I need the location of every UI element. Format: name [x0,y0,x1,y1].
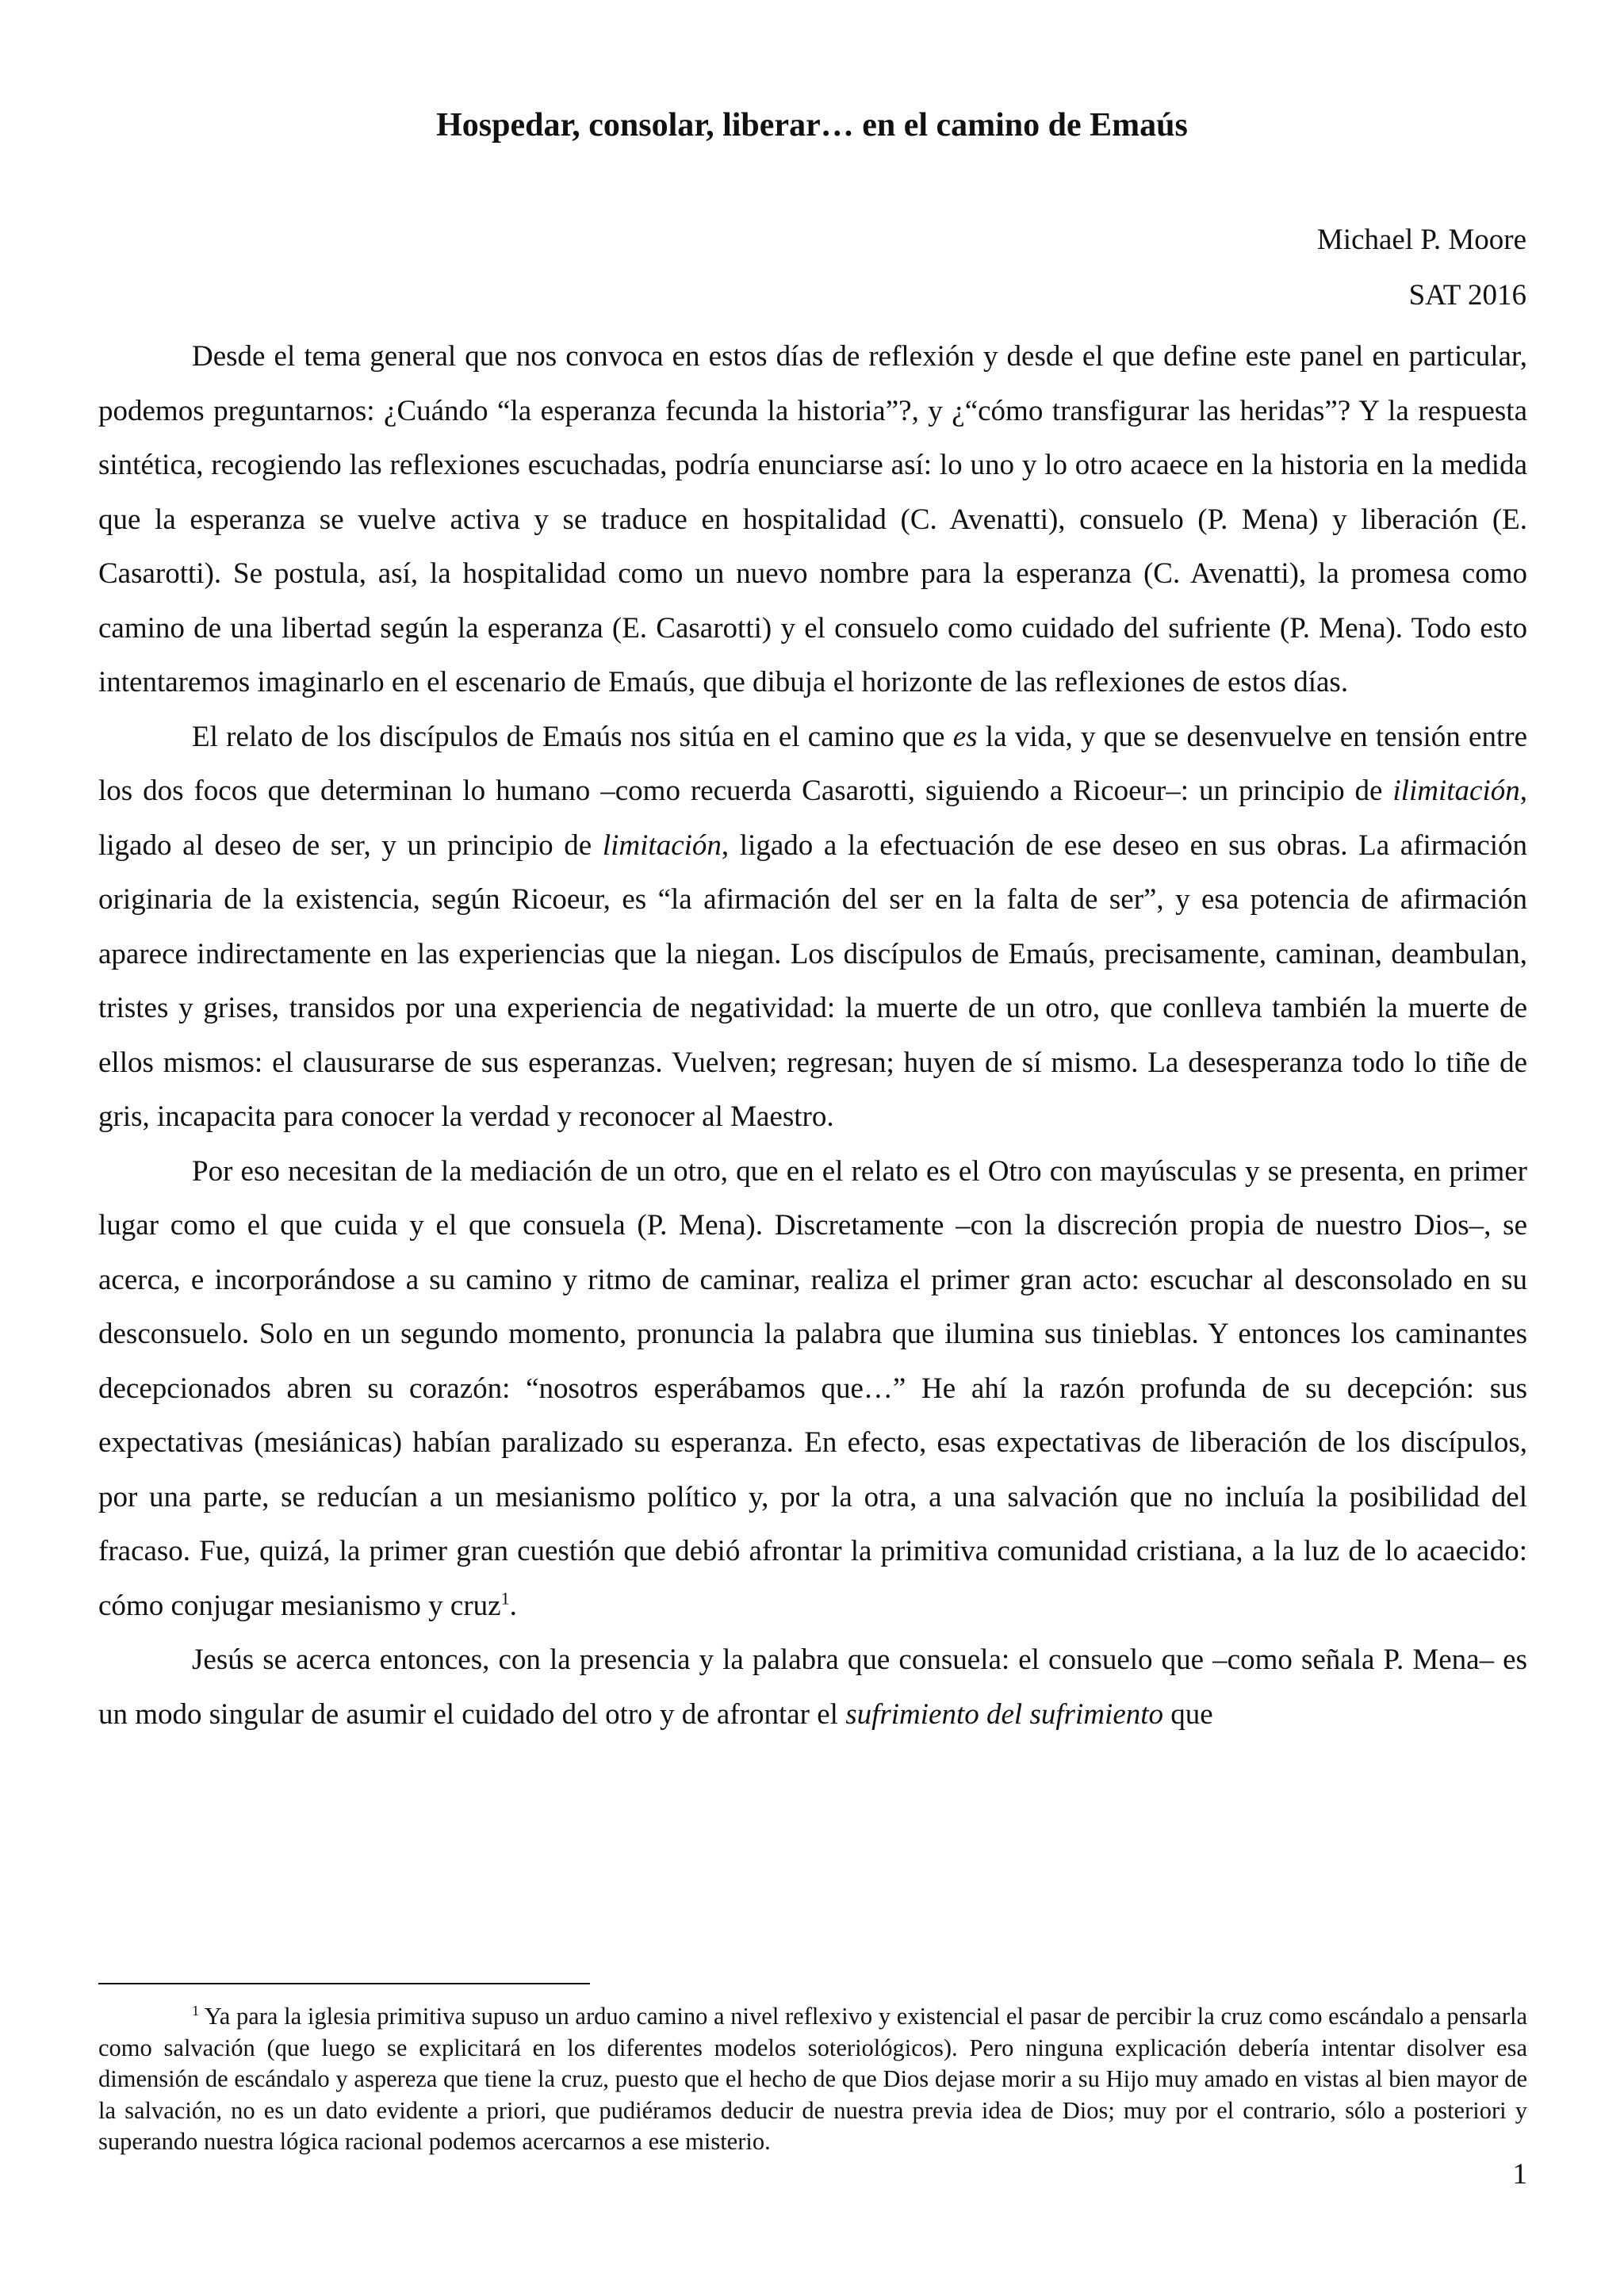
text-run: El relato de los discípulos de Emaús nos sitúa en el camino que [192,720,953,753]
body-paragraph [98,330,1527,710]
text-run: , ligado a la efectuación de ese deseo en sus obras. La afirmación originaria de la existencia, según Ricoeur, es “la afirmación del ser en la falta de ser”, y esa potencia de afirmación aparece indirectamente en las experiencias que la niegan. Los discípulos de Emaús, precisamente, caminan, deambulan, tristes y grises, transidos por una experiencia de negatividad: la muerte de un otro, que conlleva también la muerte de ellos mismos: el clausurarse de sus esperanzas. Vuelven; regresan; huyen de sí mismo. La desesperanza todo lo tiñe de gris, incapacita para conocer la verdad y reconocer al Maestro. [98,828,1527,1133]
text-run: , ligado al deseo de ser, y un principio de [98,775,1527,862]
text-run: la vida, y que se desenvuelve en tensión entre los dos focos que determinan lo humano –como recuerda Casarotti, siguiendo a Ricoeur–: un principio de [98,720,1527,807]
footnote-text: Ya para la iglesia primitiva supuso un arduo camino a nivel reflexivo y existencial el pasar de percibir la cruz como escándalo a pensarla como salvación (que luego se explicitará en los diferentes modelos soteriológicos). Pero ninguna explicación debería intentar disolver esa dimensión de escándalo y aspereza que tiene la cruz, puesto que el hecho de que Dios dejase morir a su Hijo muy amado en vistas al bien mayor de la salvación, no es un dato evidente a priori, que pudiéramos deducir de nuestra previa idea de Dios; muy por el contrario, sólo a posteriori y superando nuestra lógica racional podemos acercarnos a ese misterio. [98,2003,1527,2155]
footnote [98,2001,1527,2158]
body-paragraph [98,1633,1527,1742]
footnote-reference: 1 [500,1588,510,1609]
text-run: Desde el tema general que nos convoca en estos días de reflexión y desde el que define este panel en particular, podemos preguntarnos: ¿Cuándo “la esperanza fecunda la historia”?, y ¿“cómo transfigurar las heridas”? Y la respuesta sintética, recogiendo las reflexiones escuchadas, podría enunciarse así: lo uno y lo otro acaece en la historia en la medida que la esperanza se vuelve activa y se traduce en hospitalidad (C. Avenatti), consuelo (P. Mena) y liberación (E. Casarotti). Se postula, así, la hospitalidad como un nuevo nombre para la esperanza (C. Avenatti), la promesa como camino de una libertad según la esperanza (E. Casarotti) y el consuelo como cuidado del sufriente (P. Mena). Todo esto intentaremos imaginarlo en el escenario de Emaús, que dibuja el horizonte de las reflexiones de estos días. [98,340,1527,698]
body-paragraph [98,1145,1527,1634]
text-run: Por eso necesitan de la mediación de un otro, que en el relato es el Otro con mayúsculas y se presenta, en primer lugar como el que cuida y el que consuela (P. Mena). Discretamente –con la discreción propia de nuestro Dios–, se acerca, e incorporándose a su camino y ritmo de caminar, realiza el primer gran acto: escuchar al desconsolado en su desconsuelo. Solo en un segundo momento, pronuncia la palabra que ilumina sus tinieblas. Y entonces los caminantes decepcionados abren su corazón: “nosotros esperábamos que…” He ahí la razón profunda de su decepción: sus expectativas (mesiánicas) habían paralizado su esperanza. En efecto, esas expectativas de liberación de los discípulos, por una parte, se reducían a un mesianismo político y, por la otra, a una salvación que no incluía la posibilidad del fracaso. Fue, quizá, la primer gran cuestión que debió afrontar la primitiva comunidad cristiana, a la luz de lo acaecido: cómo conjugar mesianismo y cruz [98,1154,1527,1622]
page-number: 1 [1512,2158,1527,2191]
footnote-marker: 1 [192,2002,200,2019]
author-name: Michael P. Moore [1316,224,1526,256]
text-run: Jesús se acerca entonces, con la presencia y la palabra que consuela: el consuelo que –como señala P. Mena– es un modo singular de asumir el cuidado del otro y de afrontar el [98,1644,1527,1731]
emphasis-text: ilimitación [1392,775,1520,807]
event-label: SAT 2016 [1408,279,1526,312]
document-title: Hospedar, consolar, liberar… en el camino de Emaús [436,107,1188,144]
emphasis-text: es [952,720,978,753]
emphasis-text: limitación [602,828,722,862]
footnote-separator [98,1983,590,1984]
body-text [98,330,1527,1742]
emphasis-text: sufrimiento del sufrimiento [845,1697,1164,1731]
body-paragraph [98,710,1527,1145]
text-run: . [509,1589,517,1622]
text-run: que [1163,1697,1213,1731]
